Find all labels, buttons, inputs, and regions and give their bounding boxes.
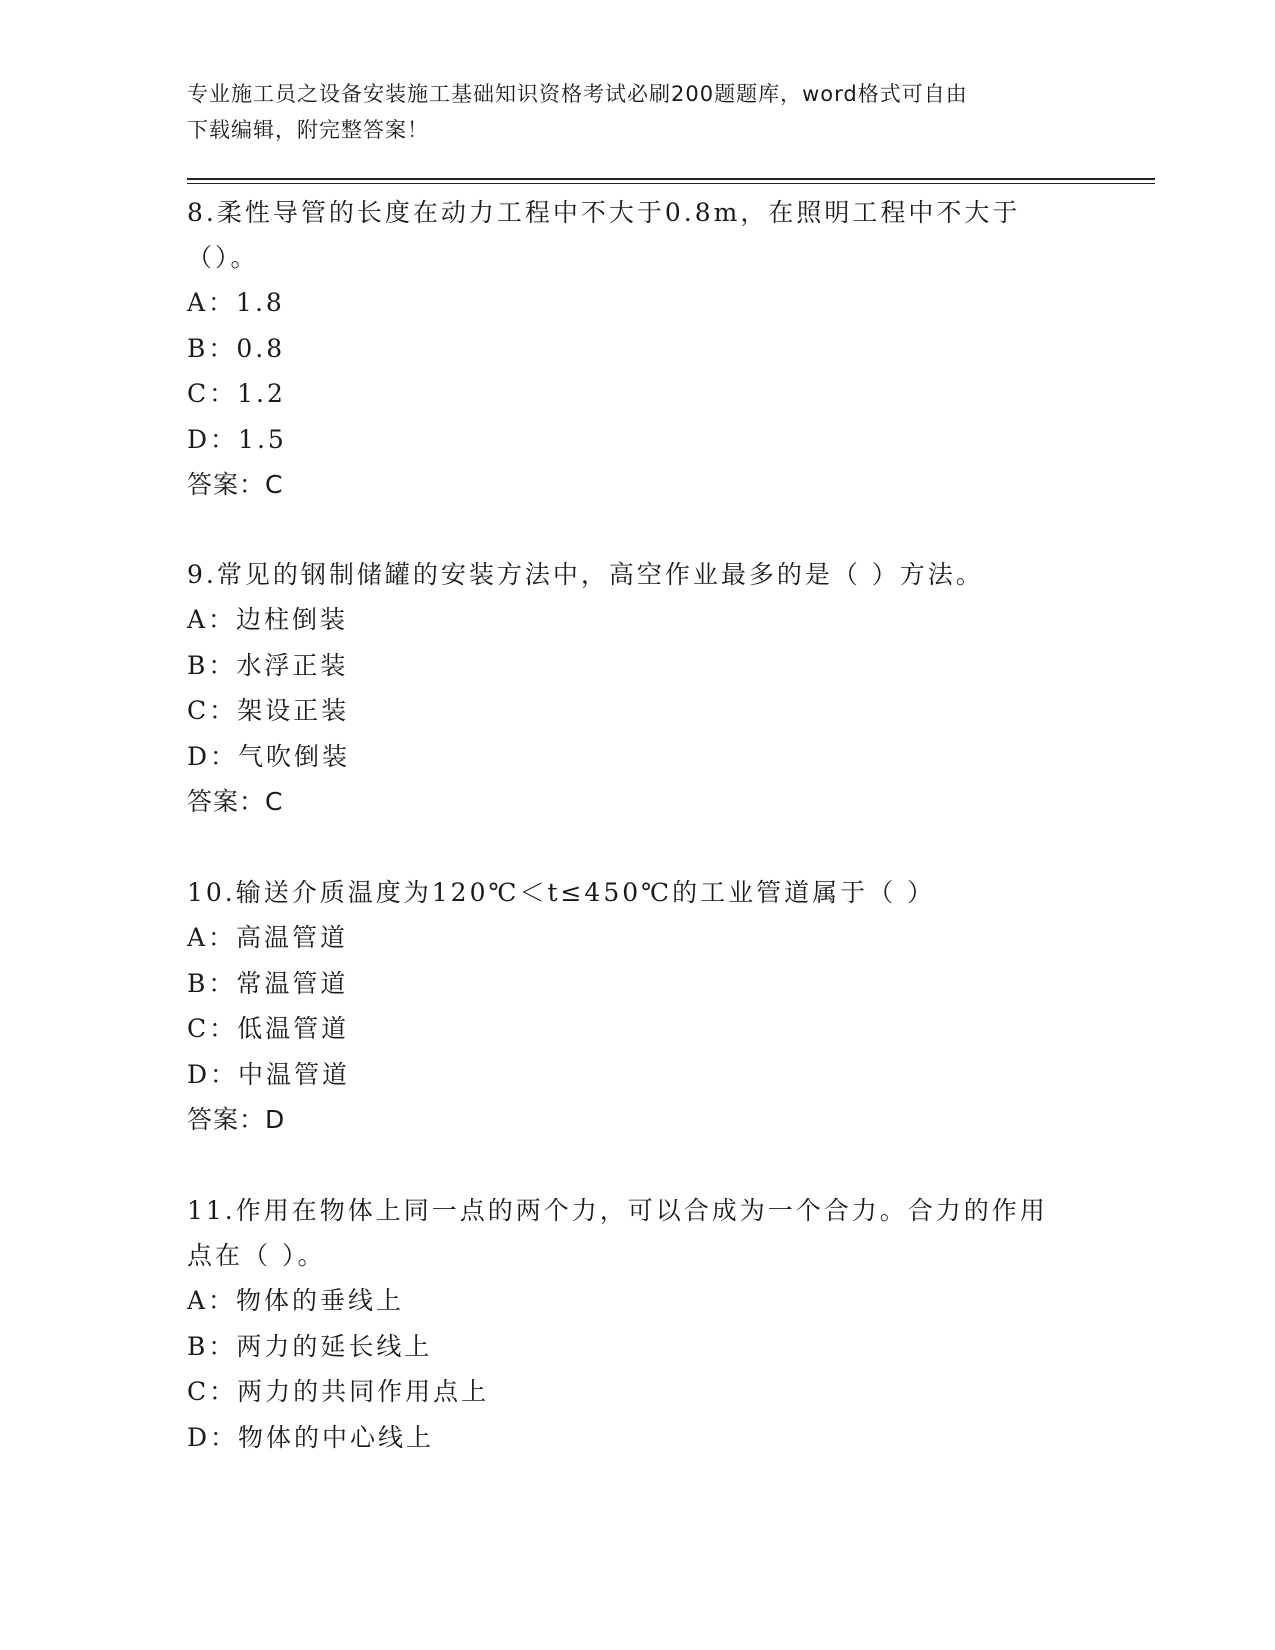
option-b: B：水浮正装 bbox=[187, 650, 349, 680]
question-text: 9.常见的钢制储罐的安装方法中，高空作业最多的是（ ）方法。 bbox=[187, 560, 984, 589]
option-d: D：中温管道 bbox=[187, 1059, 351, 1089]
question-text: 10.输送介质温度为120℃＜t≤450℃的工业管道属于（ ） bbox=[187, 878, 936, 907]
option-a: A：1.8 bbox=[187, 288, 285, 317]
header-line-1: 专业施工员之设备安装施工基础知识资格考试必刷200题题库，word格式可自由 bbox=[187, 82, 968, 106]
question-text: 11.作用在物体上同一点的两个力，可以合成为一个合力。合力的作用点在（ ）。 bbox=[187, 1196, 1048, 1270]
option-a: A：边柱倒装 bbox=[187, 605, 349, 634]
question-10 bbox=[187, 870, 1067, 1142]
question-9 bbox=[187, 552, 1067, 824]
answer: 答案：D bbox=[187, 1105, 286, 1134]
header-divider-top bbox=[187, 178, 1155, 180]
option-d: D：气吹倒装 bbox=[187, 741, 351, 771]
answer: 答案：C bbox=[187, 470, 284, 499]
option-b: B：两力的延长线上 bbox=[187, 1331, 433, 1361]
document-header bbox=[187, 76, 1067, 148]
option-b: B：常温管道 bbox=[187, 968, 349, 998]
option-b: B：0.8 bbox=[187, 333, 286, 363]
option-c: C：两力的共同作用点上 bbox=[187, 1377, 490, 1406]
option-c: C：架设正装 bbox=[187, 696, 350, 725]
option-a: A：高温管道 bbox=[187, 923, 349, 952]
option-c: C：低温管道 bbox=[187, 1014, 350, 1043]
header-divider-bottom bbox=[187, 183, 1155, 184]
answer: 答案：C bbox=[187, 787, 284, 816]
option-c: C：1.2 bbox=[187, 379, 286, 408]
question-text: 8.柔性导管的长度在动力工程中不大于0.8m，在照明工程中不大于（）。 bbox=[187, 198, 1021, 272]
question-11 bbox=[187, 1188, 1067, 1460]
header-line-2: 下载编辑，附完整答案！ bbox=[187, 118, 429, 142]
option-d: D：物体的中心线上 bbox=[187, 1422, 435, 1452]
option-a: A：物体的垂线上 bbox=[187, 1286, 405, 1315]
option-d: D：1.5 bbox=[187, 424, 287, 454]
question-8 bbox=[187, 190, 1067, 507]
